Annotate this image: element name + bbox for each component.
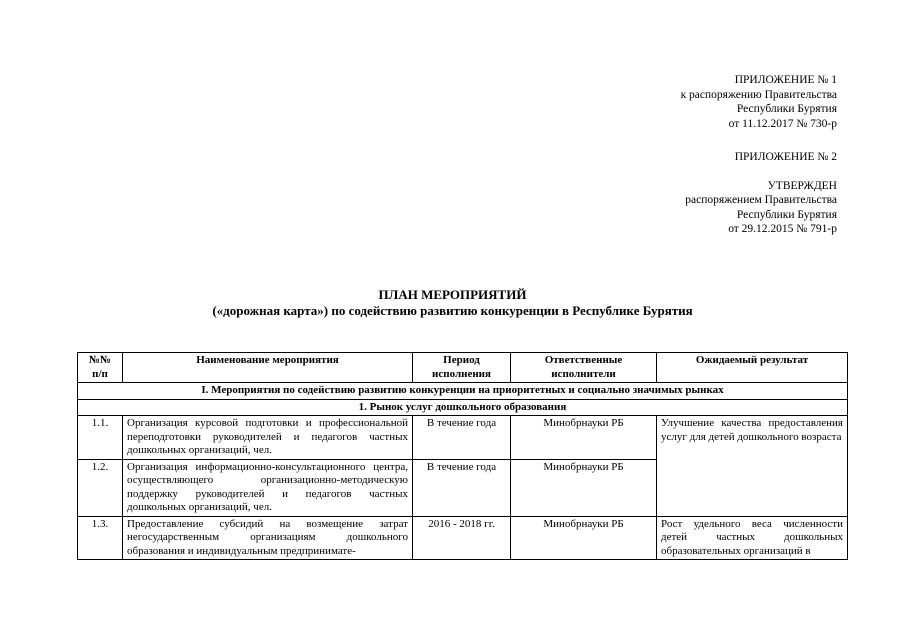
header-executors-line-2: исполнители (551, 367, 616, 380)
annex-2-line: распоряжением Правительства (685, 194, 837, 206)
annex-2-block (685, 150, 837, 237)
annex-1-line: к распоряжению Правительства (680, 88, 837, 101)
header-result: Ожидаемый результат (657, 353, 848, 383)
header-name: Наименование мероприятия (123, 353, 413, 383)
section-heading: I. Мероприятия по содействию развитию конкуренции на приоритетных и социально значимых рынках (78, 383, 848, 400)
row-expected-result: Рост удельного веса численности детей частных дошкольных образовательных организаций в (657, 516, 848, 560)
approved-label: УТВЕРЖДЕН (767, 179, 837, 192)
row-executor: Минобрнауки РБ (511, 516, 657, 560)
header-period-line-2: исполнения (432, 367, 491, 380)
annex-2-heading: ПРИЛОЖЕНИЕ № 2 (734, 151, 837, 163)
table-row (78, 516, 848, 560)
annex-1-block (681, 73, 837, 131)
row-number: 1.1. (78, 416, 123, 460)
row-activity-name: Предоставление субсидий на возмещение затрат негосударственным организациям дошкольного образования и индивидуальным предпринимате- (123, 516, 413, 560)
subsection-heading: 1. Рынок услуг дошкольного образования (78, 399, 848, 416)
subsection-row (78, 399, 848, 416)
title-line-1: ПЛАН МЕРОПРИЯТИЙ (378, 287, 527, 302)
header-executors-line-1: Ответственные (544, 354, 623, 366)
row-expected-result: Улучшение качества предоставления услуг для детей дошкольного возраста (657, 416, 848, 517)
annex-1-line: Республики Бурятия (736, 103, 837, 115)
header-period (413, 353, 511, 383)
row-activity-name: Организация курсовой подготовки и профессиональной переподготовки руководителей и педагогов частных дошкольных организаций, чел. (123, 416, 413, 460)
document-title (0, 287, 905, 319)
row-number: 1.3. (78, 516, 123, 560)
header-period-line-1: Период (443, 354, 480, 366)
row-period: В течение года (413, 459, 511, 516)
action-plan-table (77, 352, 848, 560)
row-period: В течение года (413, 416, 511, 460)
row-activity-name: Организация информационно-консультационного центра, осуществляющего организационно-методическую поддержку руководителей и педагогов частных дошкольных организаций, чел. (123, 459, 413, 516)
annex-2-line: Республики Бурятия (736, 208, 837, 221)
annex-1-date: от 11.12.2017 № 730-р (728, 117, 837, 130)
header-executors (511, 353, 657, 383)
header-number-line-2: п/п (92, 367, 108, 380)
row-executor: Минобрнауки РБ (511, 416, 657, 460)
row-period: 2016 - 2018 гг. (413, 516, 511, 560)
table-header-row (78, 353, 848, 383)
section-row (78, 383, 848, 400)
header-number-line-1: №№ (88, 354, 112, 366)
title-line-2: («дорожная карта») по содействию развитию конкуренции в Республике Бурятия (212, 303, 693, 318)
row-executor: Минобрнауки РБ (511, 459, 657, 516)
table-row (78, 416, 848, 460)
annex-2-date: от 29.12.2015 № 791-р (728, 223, 837, 235)
header-number (78, 353, 123, 383)
annex-1-heading: ПРИЛОЖЕНИЕ № 1 (734, 74, 837, 86)
row-number: 1.2. (78, 459, 123, 516)
